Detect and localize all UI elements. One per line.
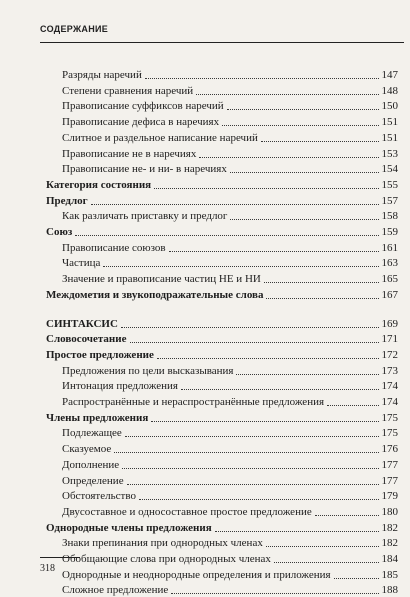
toc-entry-title: Союз xyxy=(46,226,73,238)
toc-entry-page: 154 xyxy=(381,163,398,176)
dot-leader xyxy=(181,389,379,390)
toc-entry[interactable] xyxy=(62,474,398,488)
toc-entry[interactable] xyxy=(62,583,398,597)
dot-leader xyxy=(122,468,378,469)
dot-leader xyxy=(315,515,379,516)
toc-entry-title: Однородные и неоднородные определения и приложения xyxy=(62,568,331,581)
toc-entry[interactable] xyxy=(62,99,398,113)
toc-entry[interactable] xyxy=(62,426,398,440)
toc-entry-page: 150 xyxy=(381,100,398,113)
toc-entry-title: Предлог xyxy=(46,194,88,207)
footer-divider xyxy=(40,557,80,558)
dot-leader xyxy=(261,141,379,142)
toc-entry-page: 184 xyxy=(381,553,398,565)
dot-leader xyxy=(264,282,379,283)
dot-leader xyxy=(334,578,379,579)
toc-entry-page: 148 xyxy=(381,84,398,97)
page-number: 318 xyxy=(40,563,55,574)
toc-entry-title: Простое предложение xyxy=(46,348,154,361)
toc-entry-title: Сложное предложение xyxy=(62,584,169,597)
toc-entry[interactable] xyxy=(46,194,398,208)
toc-entry[interactable] xyxy=(62,115,398,129)
toc-entry[interactable] xyxy=(46,521,398,535)
toc-entry[interactable] xyxy=(46,348,398,362)
dot-leader xyxy=(139,499,379,500)
toc-entry[interactable] xyxy=(46,178,398,192)
toc-entry[interactable] xyxy=(62,162,398,176)
toc-entry[interactable] xyxy=(46,411,398,425)
toc-entry-title: Степени сравнения наречий xyxy=(62,84,194,97)
dot-leader xyxy=(157,358,379,359)
toc-entry[interactable] xyxy=(46,288,398,302)
toc-entry[interactable] xyxy=(62,536,398,550)
toc-entry-title: Междометия и звукоподражательные слова xyxy=(46,288,264,301)
toc-entry[interactable] xyxy=(62,84,398,98)
toc-entry-page: 175 xyxy=(381,427,398,440)
toc-entry[interactable] xyxy=(62,131,398,145)
toc-entry-title: СИНТАКСИС xyxy=(46,317,118,330)
toc-entry[interactable] xyxy=(62,552,398,566)
dot-leader xyxy=(114,452,378,453)
dot-leader xyxy=(227,109,379,110)
dot-leader xyxy=(171,593,378,594)
toc-entry-page: 153 xyxy=(381,147,398,160)
toc-entry-title: Частица xyxy=(62,257,101,270)
toc-entry-page: 182 xyxy=(381,521,398,534)
dot-leader xyxy=(222,125,378,126)
toc-entry-page: 167 xyxy=(381,288,398,301)
toc-entry-page: 180 xyxy=(381,505,398,518)
toc-entry-title: Правописание союзов xyxy=(62,241,166,254)
toc-entry-title: Определение xyxy=(62,474,124,487)
toc-entry-page: 158 xyxy=(381,210,398,223)
dot-leader xyxy=(154,188,378,189)
dot-leader xyxy=(215,531,379,532)
toc-entry[interactable] xyxy=(62,147,398,161)
toc-entry[interactable] xyxy=(62,489,398,503)
toc-entry-title: Правописание дефиса в наречиях xyxy=(62,116,220,129)
toc-entry-page: 177 xyxy=(381,458,398,471)
dot-leader xyxy=(145,78,379,79)
toc-entry-title: Правописание не в наречиях xyxy=(62,147,197,160)
toc-entry-page: 165 xyxy=(381,273,398,286)
toc-entry[interactable] xyxy=(46,225,398,239)
running-header: СОДЕРЖАНИЕ xyxy=(40,24,109,34)
toc-entry-page: 163 xyxy=(381,257,398,270)
dot-leader xyxy=(274,562,379,563)
toc-entry[interactable] xyxy=(62,272,398,286)
toc-entry[interactable] xyxy=(62,568,398,582)
toc-entry-page: 157 xyxy=(381,194,398,207)
toc-entry[interactable] xyxy=(46,317,398,331)
toc-entry-title: Как различать приставку и предлог xyxy=(62,210,228,223)
toc-entry-page: 173 xyxy=(381,364,398,377)
toc-entry-title: Дополнение xyxy=(62,458,120,471)
toc-entry[interactable] xyxy=(62,395,398,409)
toc-entry-title: Члены предложения xyxy=(46,411,149,424)
toc-entry-page: 174 xyxy=(381,380,398,393)
toc-entry[interactable] xyxy=(62,209,398,223)
dot-leader xyxy=(169,251,379,252)
dot-leader xyxy=(327,405,378,406)
toc-entry-page: 151 xyxy=(381,131,398,144)
toc-entry-title: Разряды наречий xyxy=(62,69,142,81)
dot-leader xyxy=(151,421,378,422)
toc-entry-title: Категория состояния xyxy=(46,178,152,191)
toc-entry[interactable] xyxy=(46,332,398,346)
toc-entry-title: Правописание не- и ни- в наречиях xyxy=(62,163,227,176)
toc-entry-page: 169 xyxy=(381,317,398,330)
dot-leader xyxy=(91,204,379,205)
header-divider xyxy=(40,42,404,43)
toc-entry[interactable] xyxy=(62,379,398,393)
dot-leader xyxy=(75,235,378,236)
toc-entry-page: 175 xyxy=(381,411,398,424)
toc-entry-title: Двусоставное и односоставное простое предложение xyxy=(62,505,312,518)
toc-entry-page: 151 xyxy=(381,116,398,129)
toc-entry-title: Подлежащее xyxy=(62,427,122,440)
toc-entry[interactable] xyxy=(62,458,398,472)
dot-leader xyxy=(236,374,378,375)
dot-leader xyxy=(127,484,379,485)
dot-leader xyxy=(121,327,379,328)
toc-entry-title: Значение и правописание частиц НЕ и НИ xyxy=(62,273,261,286)
toc-entry[interactable] xyxy=(62,241,398,255)
toc-entry-title: Знаки препинания при однородных членах xyxy=(62,537,263,550)
toc-entry-title: Сказуемое xyxy=(62,443,112,456)
toc-entry-title: Словосочетание xyxy=(46,333,127,346)
toc-entry-title: Однородные члены предложения xyxy=(46,521,212,534)
toc-entry[interactable] xyxy=(62,364,398,378)
toc-entry-page: 159 xyxy=(381,226,398,238)
toc-entry-page: 182 xyxy=(381,537,398,550)
toc-entry-title: Интонация предложения xyxy=(62,380,178,393)
dot-leader xyxy=(266,546,379,547)
toc-entry-page: 174 xyxy=(381,396,398,408)
toc-entry-page: 155 xyxy=(381,178,398,191)
toc-entry-title: Распространённые и нераспространённые предложения xyxy=(62,396,325,408)
toc-entry-page: 176 xyxy=(381,443,398,456)
toc-entry[interactable] xyxy=(62,442,398,456)
toc-entry-page: 171 xyxy=(381,333,398,346)
toc-entry-page: 179 xyxy=(381,490,398,503)
dot-leader xyxy=(130,342,379,343)
dot-leader xyxy=(103,266,378,267)
toc-entry-page: 147 xyxy=(381,69,398,81)
dot-leader xyxy=(199,157,378,158)
dot-leader xyxy=(266,298,378,299)
toc-entry-title: Слитное и раздельное написание наречий xyxy=(62,131,258,144)
dot-leader xyxy=(230,219,378,220)
toc-entry[interactable] xyxy=(62,256,398,270)
toc-entry-title: Предложения по цели высказывания xyxy=(62,364,234,377)
toc-entry-page: 177 xyxy=(381,474,398,487)
toc-entry-page: 161 xyxy=(381,241,398,254)
toc-entry-page: 188 xyxy=(381,584,398,597)
dot-leader xyxy=(125,436,379,437)
toc-entry-title: Обобщающие слова при однородных членах xyxy=(62,553,271,565)
toc-entry-page: 185 xyxy=(381,568,398,581)
dot-leader xyxy=(196,94,378,95)
toc-entry[interactable] xyxy=(62,505,398,519)
dot-leader xyxy=(230,172,379,173)
toc-entry-title: Правописание суффиксов наречий xyxy=(62,100,224,113)
toc-entry-page: 172 xyxy=(381,348,398,361)
toc-entry-title: Обстоятельство xyxy=(62,490,136,503)
toc-entry[interactable] xyxy=(62,68,398,82)
